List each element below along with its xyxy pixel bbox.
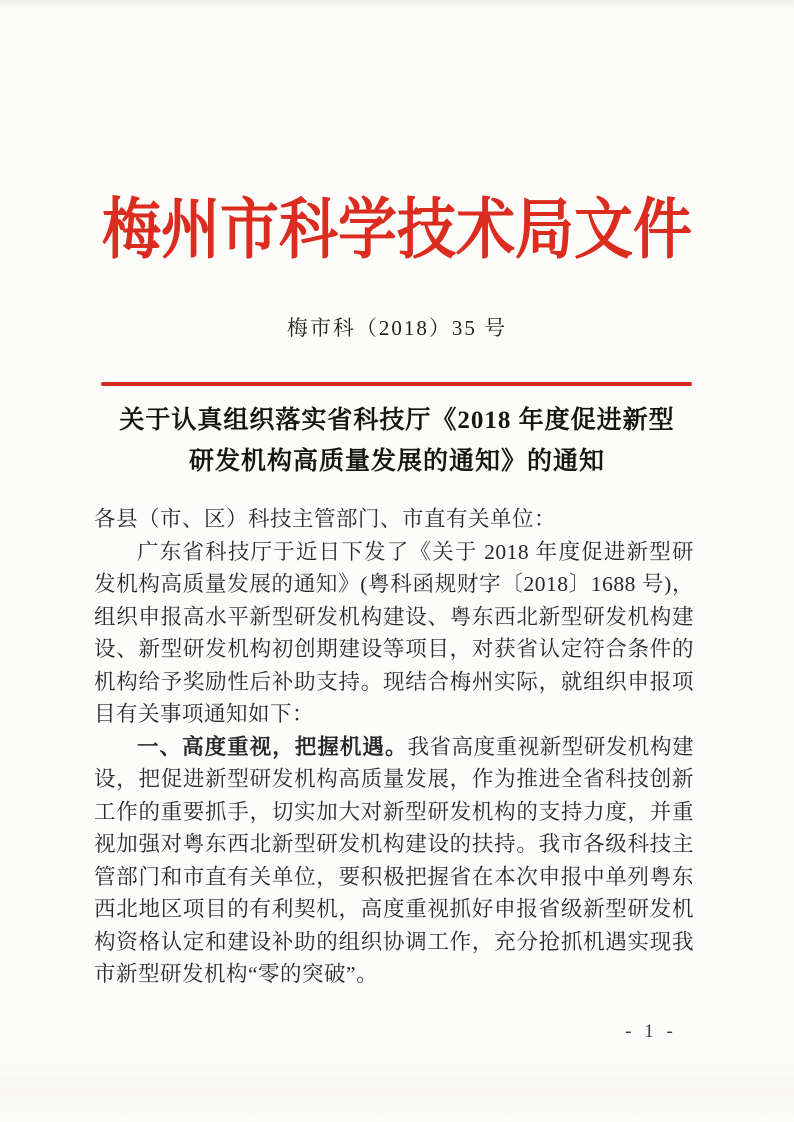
- agency-header-title: 梅州市科学技术局文件: [101, 192, 692, 267]
- document-body: [94, 503, 694, 991]
- red-divider-line: [101, 382, 692, 386]
- salutation-line: 各县（市、区）科技主管部门、市直有关单位：: [94, 507, 557, 531]
- paragraph-section-1: [94, 731, 694, 991]
- paragraph-intro: 广东省科技厅于近日下发了《关于 2018 年度促进新型研发机构高质量发展的通知》(粤科函规财字〔2018〕1688 号)，组织申报高水平新型研发机构建设、粤东西北新型研发机构建设、新型研发机构初创期建设等项目，对获省认定符合条件的机构给予奖励性后补助支持。现结合梅州实际，就组织申报项目有关事项通知如下：: [94, 539, 694, 726]
- document-title-line-1: 关于认真组织落实省科技厅《2018 年度促进新型: [119, 407, 675, 434]
- document-title-line-2: 研发机构高质量发展的通知》的通知: [188, 448, 605, 475]
- document-title: [0, 400, 794, 482]
- section-1-heading: 一、高度重视，把握机遇。: [137, 734, 408, 759]
- page-number: - 1 -: [625, 1021, 677, 1042]
- document-reference-number: 梅市科（2018）35 号: [286, 316, 508, 340]
- section-1-text: 我省高度重视新型研发机构建设，把促进新型研发机构高质量发展，作为推进全省科技创新工作的重要抓手，切实加大对新型研发机构的支持力度，并重视加强对粤东西北新型研发机构建设的扶持。我市各级科技主管部门和市直有关单位，要积极把握省在本次申报中单列粤东西北地区项目的有利契机，高度重视抓好申报省级新型研发机构资格认定和建设补助的组织协调工作，充分抢抓机遇实现我市新型研发机构“零的突破”。: [94, 734, 694, 986]
